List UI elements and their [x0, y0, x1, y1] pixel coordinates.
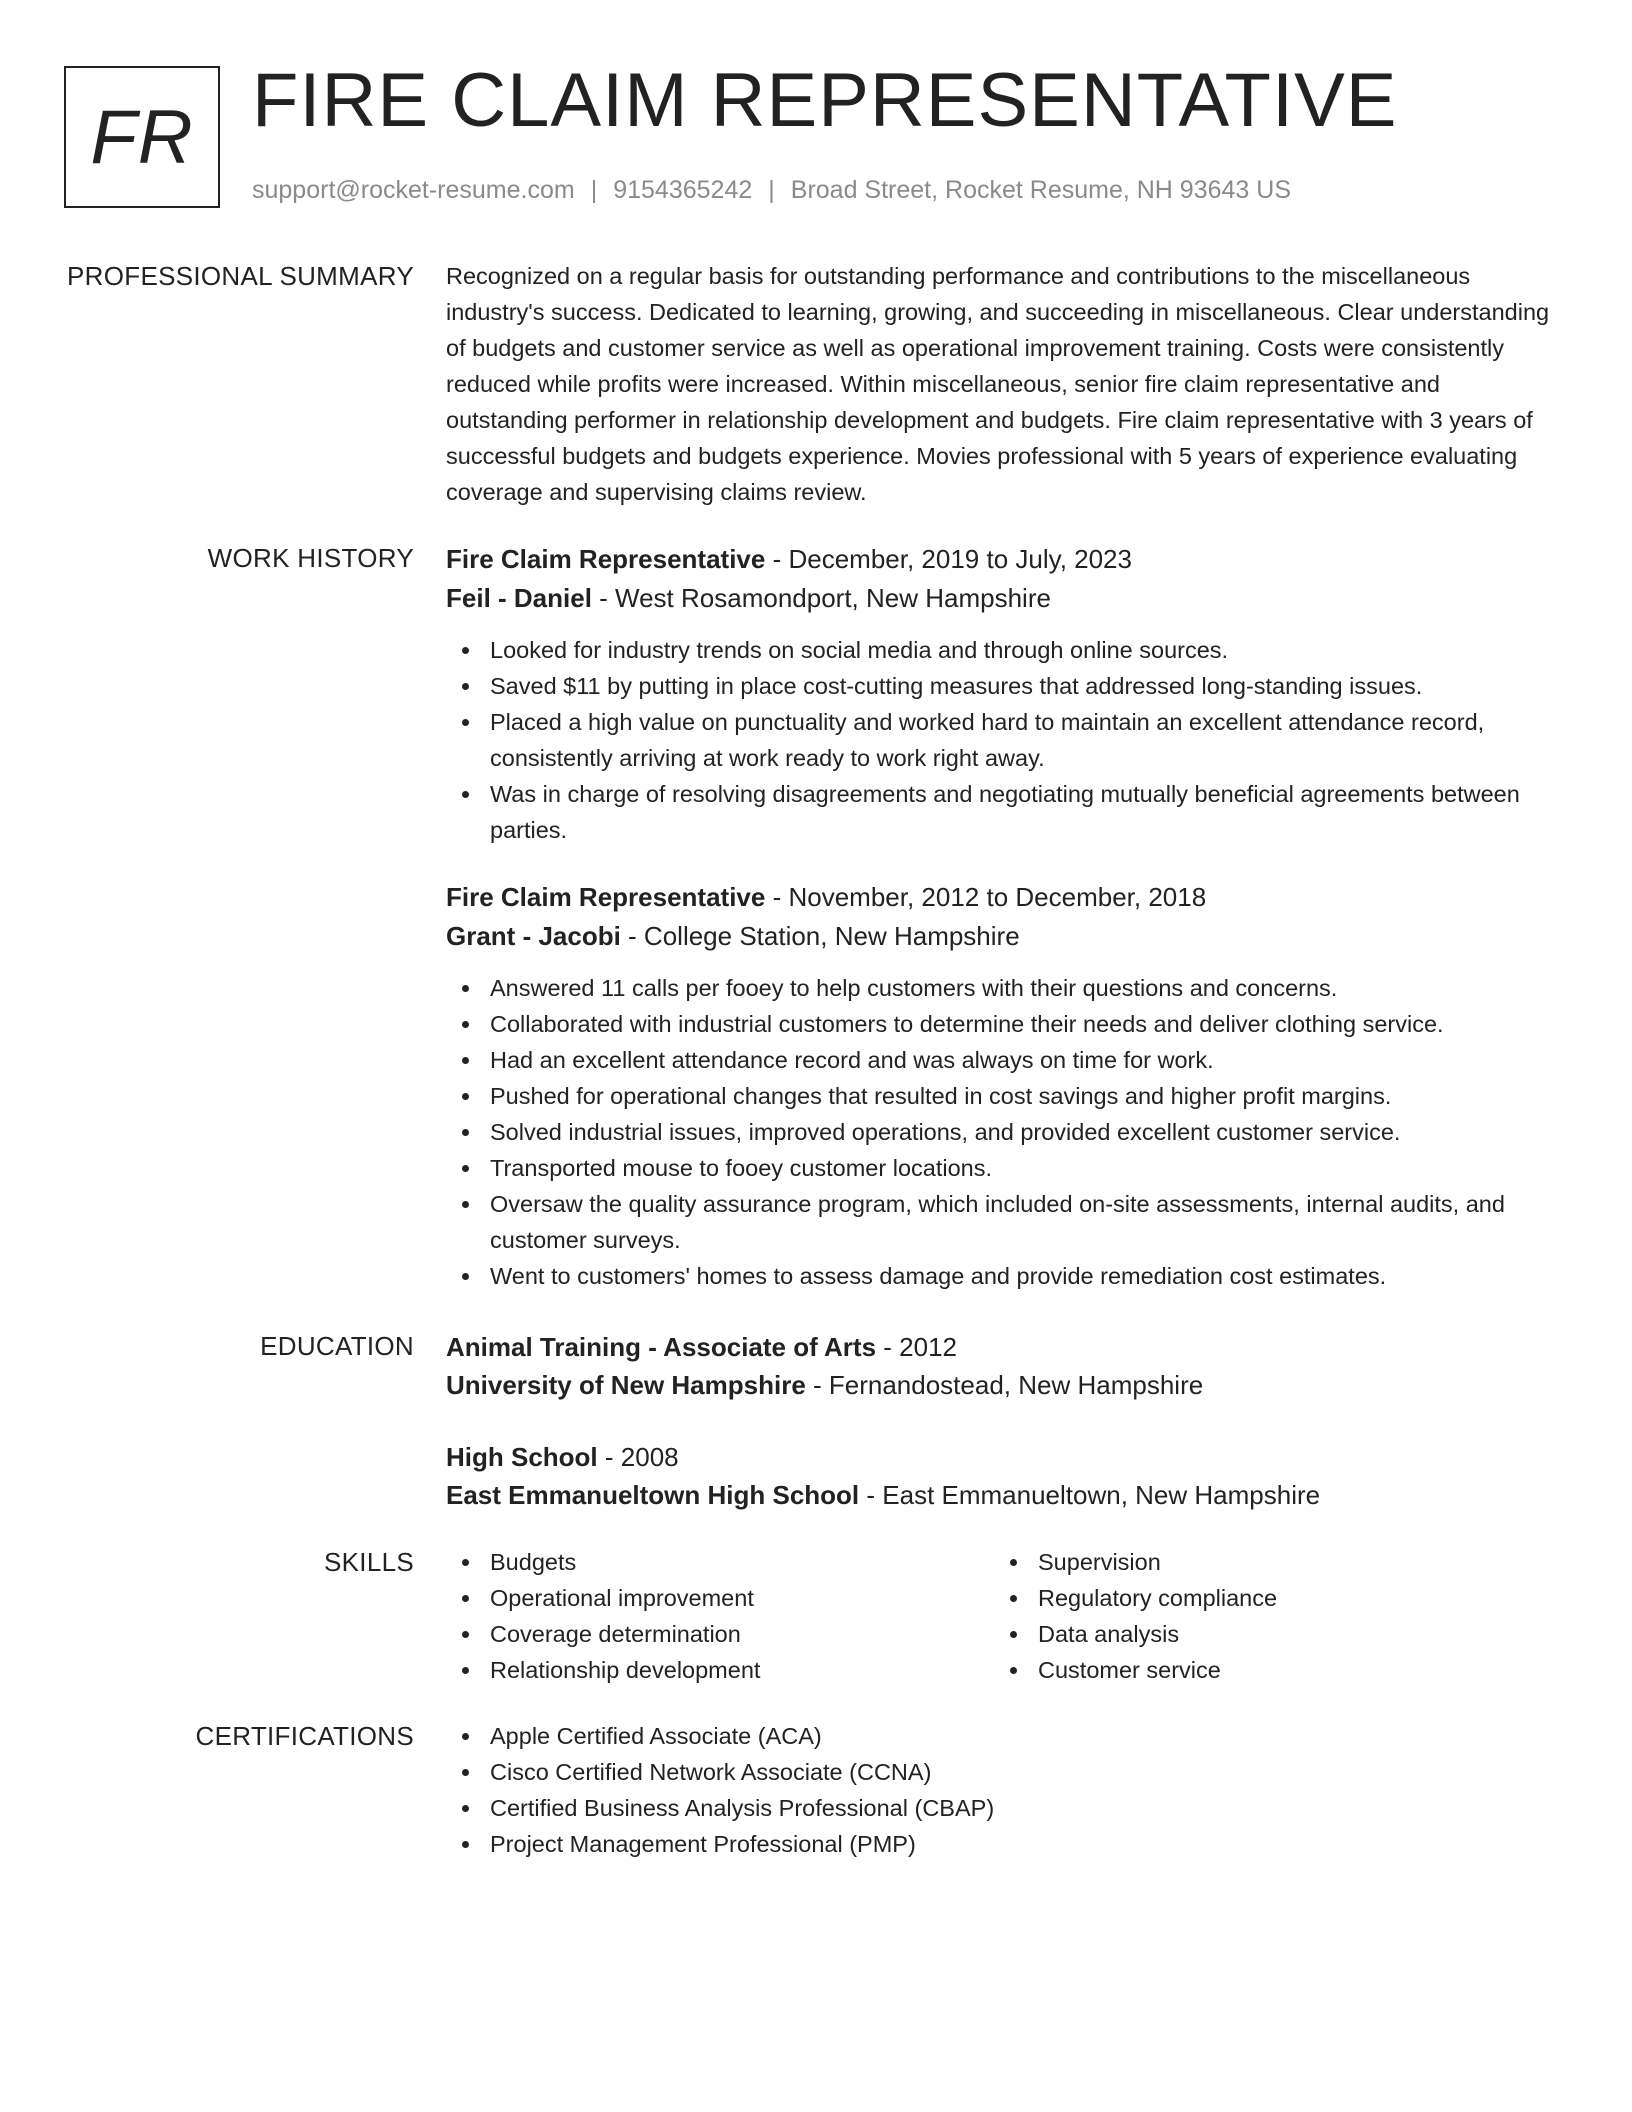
- list-item: Cisco Certified Network Associate (CCNA): [446, 1754, 1556, 1790]
- job-location: - College Station, New Hampshire: [620, 921, 1020, 951]
- list-item: Supervision: [994, 1544, 1542, 1580]
- job-company: Grant - Jacobi: [446, 921, 621, 951]
- contact-phone: 9154365242: [613, 176, 753, 204]
- education-year: - 2012: [876, 1332, 957, 1362]
- list-item: Looked for industry trends on social media and through online sources.: [446, 632, 1556, 668]
- list-item: Regulatory compliance: [994, 1580, 1542, 1616]
- section-label-skills: SKILLS: [324, 1547, 414, 1577]
- list-item: Solved industrial issues, improved operations, and provided excellent customer service.: [446, 1114, 1556, 1150]
- job-dates: - December, 2019 to July, 2023: [765, 544, 1132, 574]
- page-title: FIRE CLAIM REPRESENTATIVE: [252, 58, 1398, 143]
- summary-body: [446, 258, 1556, 510]
- job-heading: [446, 878, 1556, 917]
- education-school-line: [446, 1476, 1556, 1514]
- contact-address: Broad Street, Rocket Resume, NH 93643 US: [790, 176, 1291, 204]
- job-title: Fire Claim Representative: [446, 544, 766, 574]
- education-degree: Animal Training - Associate of Arts: [446, 1332, 877, 1362]
- list-item: Pushed for operational changes that resulted in cost savings and higher profit margins.: [446, 1078, 1556, 1114]
- list-item: Answered 11 calls per fooey to help customers with their questions and concerns.: [446, 970, 1556, 1006]
- education-degree: High School: [446, 1442, 598, 1472]
- skills-list: [446, 1544, 994, 1688]
- education-year: - 2008: [597, 1442, 679, 1472]
- education-entry: [446, 1328, 1556, 1404]
- list-item: Collaborated with industrial customers to determine their needs and deliver clothing service.: [446, 1006, 1556, 1042]
- job-heading: [446, 540, 1556, 579]
- list-item: Operational improvement: [446, 1580, 994, 1616]
- education-body: [446, 1328, 1556, 1548]
- list-item: Was in charge of resolving disagreements and negotiating mutually beneficial agreements between parties.: [446, 776, 1556, 848]
- job-company: Feil - Daniel: [446, 583, 592, 613]
- list-item: Saved $11 by putting in place cost-cutting measures that addressed long-standing issues.: [446, 668, 1556, 704]
- education-location: - East Emmanueltown, New Hampshire: [859, 1480, 1321, 1510]
- work-body: [446, 540, 1556, 1324]
- job-employer: [446, 917, 1556, 956]
- job-entry: [446, 878, 1556, 1294]
- contact-separator: |: [590, 176, 598, 204]
- list-item: Went to customers' homes to assess damage and provide remediation cost estimates.: [446, 1258, 1556, 1294]
- job-bullets: [446, 632, 1556, 848]
- list-item: Data analysis: [994, 1616, 1542, 1652]
- list-item: Transported mouse to fooey customer locations.: [446, 1150, 1556, 1186]
- education-school-line: [446, 1366, 1556, 1404]
- job-entry: [446, 540, 1556, 848]
- list-item: Certified Business Analysis Professional (CBAP): [446, 1790, 1556, 1826]
- list-item: Customer service: [994, 1652, 1542, 1688]
- education-entry: [446, 1438, 1556, 1514]
- section-label-work: WORK HISTORY: [207, 543, 414, 573]
- education-school: East Emmanueltown High School: [446, 1480, 860, 1510]
- list-item: Project Management Professional (PMP): [446, 1826, 1556, 1862]
- job-bullets: [446, 970, 1556, 1294]
- list-item: Budgets: [446, 1544, 994, 1580]
- contact-email: support@rocket-resume.com: [252, 176, 575, 204]
- job-employer: [446, 579, 1556, 618]
- contact-line: [252, 174, 1291, 206]
- list-item: Coverage determination: [446, 1616, 994, 1652]
- education-degree-line: [446, 1328, 1556, 1366]
- education-school: University of New Hampshire: [446, 1370, 806, 1400]
- list-item: Relationship development: [446, 1652, 994, 1688]
- list-item: Had an excellent attendance record and was always on time for work.: [446, 1042, 1556, 1078]
- job-dates: - November, 2012 to December, 2018: [765, 882, 1207, 912]
- summary-text: Recognized on a regular basis for outstanding performance and contributions to the miscellaneous industry's success. Dedicated to learning, growing, and succeeding in miscellaneous. Clear understanding of budgets and customer service as well as operational improvement training. Costs were consistently reduced while profits were increased. Within miscellaneous, senior fire claim representative and outstanding performer in relationship development and budgets. Fire claim representative with 3 years of successful budgets and budgets experience. Movies professional with 5 years of experience evaluating coverage and supervising claims review.: [446, 263, 1550, 505]
- contact-separator: |: [768, 176, 775, 204]
- list-item: Apple Certified Associate (ACA): [446, 1718, 1556, 1754]
- job-location: - West Rosamondport, New Hampshire: [591, 583, 1051, 613]
- section-label-education: EDUCATION: [260, 1331, 414, 1361]
- skills-column-left: [446, 1544, 994, 1688]
- skills-list: [994, 1544, 1542, 1688]
- education-location: - Fernandostead, New Hampshire: [805, 1370, 1204, 1400]
- certifications-list: [446, 1718, 1556, 1862]
- monogram-badge: FR: [64, 66, 220, 208]
- skills-column-right: [994, 1544, 1542, 1688]
- job-title: Fire Claim Representative: [446, 882, 766, 912]
- list-item: Oversaw the quality assurance program, which included on-site assessments, internal audits, and customer surveys.: [446, 1186, 1556, 1258]
- certifications-body: [446, 1718, 1556, 1862]
- section-label-certifications: CERTIFICATIONS: [195, 1721, 414, 1751]
- skills-body: [446, 1544, 1556, 1688]
- section-label-summary: PROFESSIONAL SUMMARY: [67, 261, 414, 291]
- skills-grid: [446, 1544, 1556, 1688]
- list-item: Placed a high value on punctuality and worked hard to maintain an excellent attendance record, consistently arriving at work ready to work right away.: [446, 704, 1556, 776]
- education-degree-line: [446, 1438, 1556, 1476]
